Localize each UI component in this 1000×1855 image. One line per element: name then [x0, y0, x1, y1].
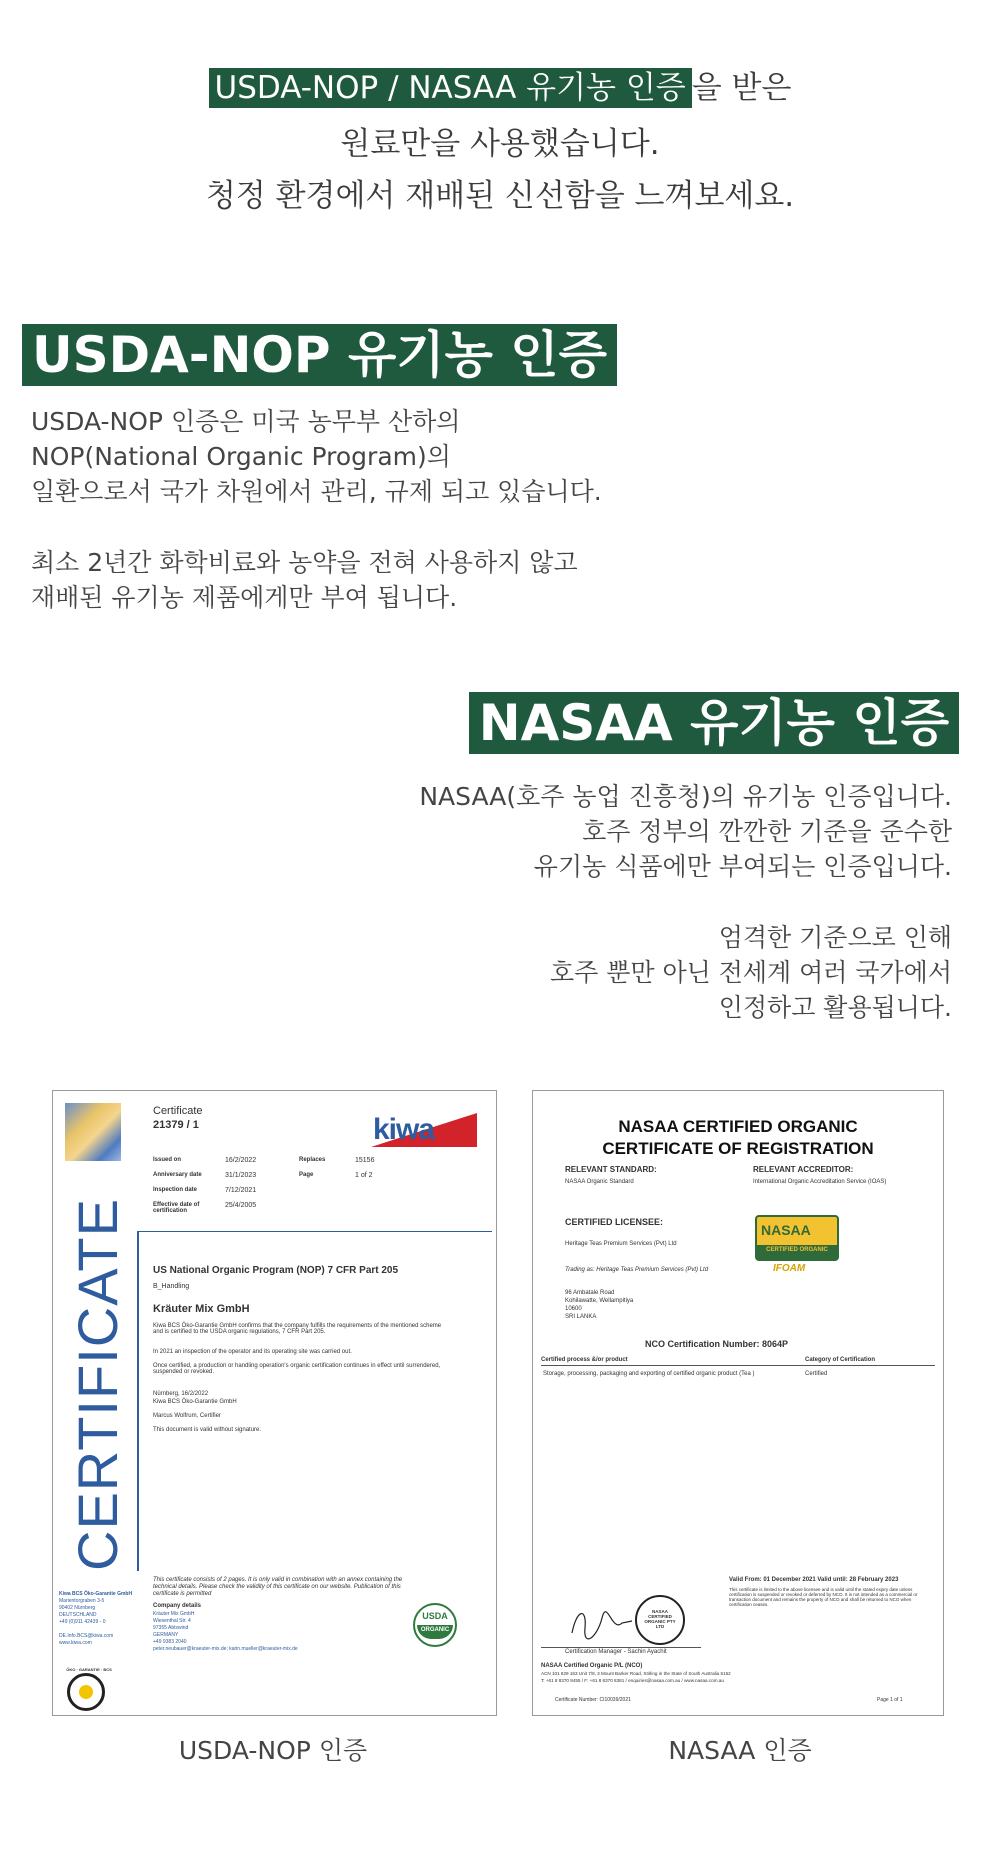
certificate-number: Certificate Number: CI10039/2021	[555, 1697, 631, 1703]
nasaa-certificate-caption: NASAA 인증	[668, 1736, 812, 1765]
signer: Marcus Wolfrum, Certifier	[153, 1413, 221, 1419]
licensee-address	[565, 1289, 633, 1321]
blue-rule	[137, 1231, 492, 1232]
nasaa-p2-line: 엄격한 기준으로 인해	[718, 923, 952, 952]
field-value: 16/2/2022	[225, 1157, 257, 1164]
page-label: Page	[299, 1172, 314, 1178]
address-line: 96 Ambatale Road	[565, 1290, 615, 1296]
nasaa-p1-line: NASAA(호주 농업 진흥청)의 유기농 인증입니다.	[419, 782, 952, 811]
body-text-2: In 2021 an inspection of the operator and its operating site was carried out.	[153, 1349, 352, 1355]
address-line	[59, 1626, 132, 1633]
org-contact: T: +61 8 8370 8455 / F: +61 8 8370 8381 / enquiries@nasaa.com.au / www.nasaa.com.au	[541, 1678, 724, 1683]
body-text-3: Once certified, a production or handling operation's organic certification continues in effect until surrendered, suspended or revoked.	[153, 1363, 441, 1375]
usda-seal-bottom: ORGANIC	[420, 1627, 450, 1633]
intro-line-1-rest: 을 받은	[691, 70, 792, 106]
replaces-label: Replaces	[299, 1157, 326, 1163]
usda-certificate	[52, 1090, 497, 1716]
org-address: ACN 101 829 163 Unit 7/8, 3 Mount Barker Road, Stirling in the State of South Australia 5152	[541, 1671, 731, 1676]
intro-highlight: USDA-NOP / NASAA 유기농 인증	[209, 68, 692, 108]
product-cell: Storage, processing, packaging and exporting of certified organic product (Tea )	[543, 1371, 755, 1377]
address-line: DE.Info.BCS@kiwa.com	[59, 1633, 114, 1639]
field-label: Effective date of certification	[153, 1202, 200, 1214]
usda-p2-line: 최소 2년간 화학비료와 농약을 전혀 사용하지 않고	[31, 548, 578, 577]
company-address	[153, 1611, 298, 1653]
bcs-seal-text: ÖKO · GARANTIE · BCS	[66, 1667, 112, 1672]
issuer-name: Kiwa BCS Öko-Garantie GmbH	[153, 1399, 237, 1405]
vertical-certificate-word: CERTIFICATE	[66, 1198, 129, 1571]
nasaa-p1-line: 유기농 식품에만 부여되는 인증입니다.	[533, 852, 952, 881]
address-line: +49 9383 2040	[153, 1639, 187, 1645]
issuer-address	[59, 1591, 132, 1647]
page-number: Page 1 of 1	[877, 1697, 903, 1703]
address-line: Marientorgraben 3-5	[59, 1598, 105, 1604]
address-line: 10600	[565, 1306, 582, 1312]
usda-p1-line: NOP(National Organic Program)의	[31, 442, 451, 471]
address-line: Kräuter Mix GmbH	[153, 1611, 195, 1617]
signature-line	[541, 1647, 701, 1648]
address-line: peter.neubauer@kraeuter-mix.de; karin.mueller@kraeuter-mix.de	[153, 1646, 298, 1652]
nasaa-paragraph-2	[550, 920, 952, 1025]
address-line: www.kiwa.com	[59, 1640, 92, 1646]
usda-section-title: USDA-NOP 유기농 인증	[22, 324, 617, 386]
accreditor-label: RELEVANT ACCREDITOR:	[753, 1165, 854, 1174]
company-details-label: Company details	[153, 1603, 202, 1609]
address-line: DEUTSCHLAND	[59, 1612, 97, 1618]
nasaa-logo-subtext: CERTIFIED ORGANIC	[766, 1247, 828, 1253]
nasaa-p2-line: 인정하고 활용됩니다.	[718, 993, 952, 1022]
usda-paragraph-2	[31, 545, 578, 615]
body-text-1: Kiwa BCS Öko-Garantie GmbH confirms that the company fulfills the requirements of the mentioned scheme and is certified to the USDA organic regulations, 7 CFR Part 205.	[153, 1323, 442, 1335]
address-line: Kiwa BCS Öko-Garantie GmbH	[59, 1591, 133, 1597]
standard-value: NASAA Organic Standard	[565, 1179, 634, 1185]
org-name: NASAA Certified Organic P/L (NCO)	[541, 1663, 643, 1669]
col-head-product: Certified process &/or product	[541, 1357, 628, 1363]
replaces-value: 15156	[355, 1157, 375, 1164]
no-signature-note: This document is valid without signature.	[153, 1427, 262, 1433]
category-cell: Certified	[805, 1371, 828, 1377]
footnote: This certificate consists of 2 pages. It is only valid in combination with an annex containing the technical details. Please check the validity of this certificate on our website. Publication of this certificate is permitted	[153, 1577, 403, 1597]
nasaa-paragraph-1	[419, 779, 952, 884]
signature-caption: Certification Manager - Sachin Ayachit	[565, 1649, 667, 1655]
usda-p2-line: 재배된 유기농 제품에게만 부여 됩니다.	[31, 583, 458, 612]
program-title: US National Organic Program (NOP) 7 CFR Part 205	[153, 1265, 399, 1276]
disclaimer: This certificate is limited to the above licensee and is valid until the stated expiry date unless certification is suspended or revoked or deferred by NCO. It is not intended as a commercial or transaction document and remains the property of NCO and shall be returned to NCO when certification ceases.	[729, 1587, 918, 1607]
kiwa-wordmark: kiwa	[373, 1113, 435, 1146]
nasaa-logo	[755, 1215, 839, 1261]
usda-certificate-caption: USDA-NOP 인증	[178, 1736, 368, 1765]
nasaa-title-1: NASAA CERTIFIED ORGANIC	[618, 1117, 858, 1136]
intro-line-2: 원료만을 사용했습니다.	[340, 126, 660, 162]
nco-number: NCO Certification Number: 8064P	[645, 1339, 789, 1349]
field-value: 25/4/2005	[225, 1202, 257, 1209]
usda-p1-line: 일환으로서 국가 차원에서 관리, 규제 되고 있습니다.	[31, 477, 602, 506]
seal-text: NASAA CERTIFIED ORGANIC PTY LTD	[644, 1609, 676, 1629]
bcs-seal	[66, 1667, 112, 1711]
address-line: 97355 Abtswind	[153, 1625, 189, 1631]
kiwa-logo	[371, 1113, 477, 1147]
address-line: +49 (0)911 42439 - 0	[59, 1619, 106, 1625]
field-value: 7/12/2021	[225, 1187, 257, 1194]
usda-paragraph-1	[31, 404, 602, 509]
licensee-name: Heritage Teas Premium Services (Pvt) Ltd	[565, 1241, 677, 1247]
standard-label: RELEVANT STANDARD:	[565, 1165, 657, 1174]
field-value: 31/1/2023	[225, 1172, 257, 1179]
field-label: Inspection date	[153, 1187, 198, 1193]
nasaa-p2-line: 호주 뿐만 아닌 전세계 여러 국가에서	[550, 958, 952, 987]
intro-line-1	[0, 62, 1000, 107]
table-rule	[541, 1365, 935, 1366]
usda-seal-top: USDA	[422, 1611, 448, 1621]
nasaa-title-2: CERTIFICATE OF REGISTRATION	[602, 1139, 874, 1158]
nasaa-section-title: NASAA 유기농 인증	[469, 692, 959, 754]
address-line: Wiesenthal Str. 4	[153, 1618, 191, 1624]
address-line: Kohilawatte, Wellampitiya	[565, 1298, 634, 1304]
usda-organic-seal	[413, 1603, 457, 1647]
nasaa-certificate	[532, 1090, 944, 1716]
address-line: GERMANY	[153, 1632, 179, 1638]
validity: Valid From: 01 December 2021 Valid until: 28 February 2023	[729, 1577, 899, 1583]
cert-label: Certificate	[153, 1105, 203, 1117]
col-head-category: Category of Certification	[805, 1357, 876, 1363]
nasaa-p1-line: 호주 정부의 깐깐한 기준을 준수한	[582, 817, 952, 846]
field-label: Issued on	[153, 1157, 182, 1163]
scope: B_Handling	[153, 1283, 190, 1290]
page-value: 1 of 2	[355, 1172, 373, 1179]
intro-line-3: 청정 환경에서 재배된 신선함을 느껴보세요.	[205, 178, 795, 214]
signature-image	[567, 1603, 637, 1643]
nasaa-logo-text: NASAA	[761, 1222, 811, 1238]
bcs-seal-center	[79, 1685, 93, 1699]
accreditor-value: International Organic Accreditation Service (IOAS)	[753, 1179, 887, 1185]
nasaa-company-seal	[635, 1595, 685, 1645]
place-date: Nürnberg, 16/2/2022	[153, 1391, 209, 1397]
usda-p1-line: USDA-NOP 인증은 미국 농무부 산하의	[31, 407, 461, 436]
licensee-label: CERTIFIED LICENSEE:	[565, 1217, 664, 1227]
address-line: SRI LANKA	[565, 1314, 597, 1320]
trading-as: Trading as: Heritage Teas Premium Services (Pvt) Ltd	[565, 1267, 709, 1273]
blue-divider	[137, 1231, 139, 1571]
cert-number: 21379 / 1	[153, 1119, 199, 1131]
address-line: 90402 Nürnberg	[59, 1605, 96, 1611]
field-label: Anniversary date	[153, 1172, 202, 1178]
company-name: Kräuter Mix GmbH	[153, 1303, 250, 1315]
ifoam-logo: IFOAM	[773, 1263, 806, 1274]
